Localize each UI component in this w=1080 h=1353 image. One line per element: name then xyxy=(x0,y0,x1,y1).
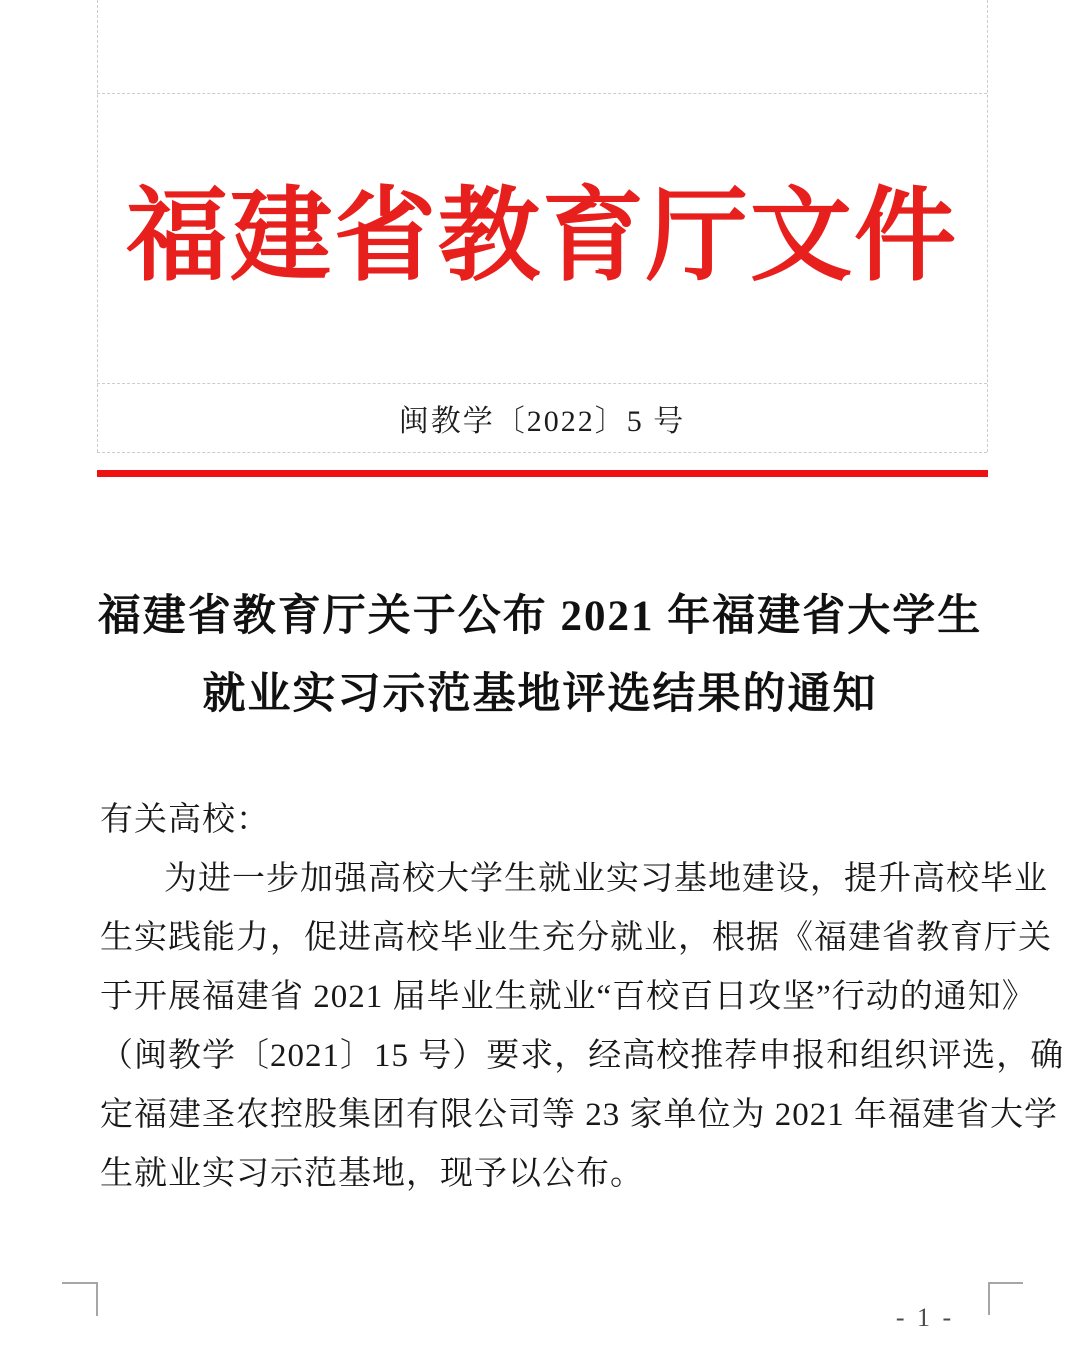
corner-mark-bottom-left xyxy=(62,1282,98,1316)
red-separator-rule xyxy=(97,470,988,477)
body-line: 于开展福建省 2021 届毕业生就业“百校百日攻坚”行动的通知》 xyxy=(100,979,1036,1015)
page-number: - 1 - xyxy=(895,1303,955,1332)
letterhead-org-title: 福建省教育厅文件 xyxy=(126,181,958,294)
body-line: 生实践能力，促进高校毕业生充分就业，根据《福建省教育厅关 xyxy=(100,920,1052,956)
body-line: 生就业实习示范基地，现予以公布。 xyxy=(100,1156,644,1192)
corner-mark-bottom-right xyxy=(988,1282,1023,1315)
body-line: 定福建圣农控股集团有限公司等 23 家单位为 2021 年福建省大学 xyxy=(100,1097,1058,1133)
document-title-line1: 福建省教育厅关于公布 2021 年福建省大学生 xyxy=(97,593,983,640)
doc-number: 闽教学〔2022〕5 号 xyxy=(398,404,686,438)
letterhead-border-right xyxy=(987,0,988,452)
body-line: （闽教学〔2021〕15 号）要求，经高校推荐申报和组织评选，确 xyxy=(100,1038,1065,1074)
document-title-line2: 就业实习示范基地评选结果的通知 xyxy=(202,671,878,718)
document-title xyxy=(60,578,1020,734)
letterhead-border-row3 xyxy=(97,452,987,453)
letterhead xyxy=(97,93,987,383)
salutation: 有关高校： xyxy=(100,802,270,838)
body-line: 为进一步加强高校大学生就业实习基地建设，提升高校毕业 xyxy=(164,861,1048,897)
document-body xyxy=(100,791,1065,1204)
doc-number-row xyxy=(97,383,987,452)
